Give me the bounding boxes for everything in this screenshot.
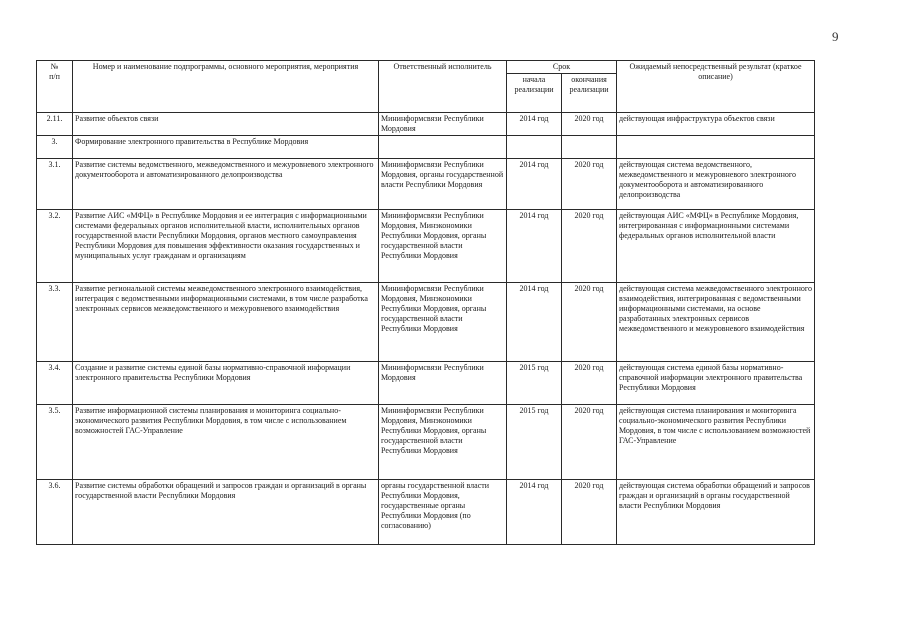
table-row — [37, 113, 815, 136]
row-start: 2015 год — [507, 362, 562, 405]
row-start: 2014 год — [507, 113, 562, 136]
row-name: Развитие системы ведомственного, межведомственного и межуровневого электронного документооборота и автоматизированного делопроизводства — [73, 159, 379, 210]
header-end: окончания реализации — [562, 74, 617, 113]
row-num: 2.11. — [37, 113, 73, 136]
row-num: 3.3. — [37, 283, 73, 362]
row-end: 2020 год — [562, 113, 617, 136]
row-result: действующая АИС «МФЦ» в Республике Мордовия, интегрированная с информационными системами федеральных органов исполнительной власти — [617, 210, 815, 283]
row-responsible — [379, 136, 507, 159]
header-term: Срок — [507, 61, 617, 74]
row-result: действующая система единой базы нормативно-справочной информации электронного правительства Республики Мордовия — [617, 362, 815, 405]
row-responsible: органы государственной власти Республики Мордовия, государственные органы Республики Мордовия (по согласованию) — [379, 480, 507, 545]
header-responsible: Ответственный исполнитель — [379, 61, 507, 113]
row-start: 2015 год — [507, 405, 562, 480]
row-num: 3.1. — [37, 159, 73, 210]
row-end: 2020 год — [562, 480, 617, 545]
row-end — [562, 136, 617, 159]
row-end: 2020 год — [562, 159, 617, 210]
row-end: 2020 год — [562, 362, 617, 405]
row-start: 2014 год — [507, 480, 562, 545]
row-num: 3. — [37, 136, 73, 159]
header-num: № п/п — [37, 61, 73, 113]
row-result — [617, 136, 815, 159]
row-result: действующая система планирования и мониторинга социально-экономического развития Республики Мордовия, в том числе с использованием возможностей ГАС-Управление — [617, 405, 815, 480]
row-name: Развитие региональной системы межведомственного электронного взаимодействия, интеграция с ведомственными информационными системами, в том числе разработка электронных сервисов межведомственного и межуровневого взаимодействия — [73, 283, 379, 362]
row-start — [507, 136, 562, 159]
row-responsible: Мининформсвязи Республики Мордовия — [379, 113, 507, 136]
row-num: 3.4. — [37, 362, 73, 405]
row-responsible: Мининформсвязи Республики Мордовия, органы государственной власти Республики Мордовия — [379, 159, 507, 210]
row-num: 3.5. — [37, 405, 73, 480]
row-responsible: Мининформсвязи Республики Мордовия, Минэкономики Республики Мордовия, органы государственной власти Республики Мордовия — [379, 210, 507, 283]
row-name: Развитие информационной системы планирования и мониторинга социально-экономического развития Республики Мордовия, в том числе с использованием возможностей ГАС-Управление — [73, 405, 379, 480]
row-result: действующая система обработки обращений и запросов граждан и организаций в органы государственной власти Республики Мордовия — [617, 480, 815, 545]
row-num: 3.6. — [37, 480, 73, 545]
table-row — [37, 210, 815, 283]
row-name: Развитие системы обработки обращений и запросов граждан и организаций в органы государственной власти Республики Мордовия — [73, 480, 379, 545]
row-responsible: Мининформсвязи Республики Мордовия — [379, 362, 507, 405]
row-name: Развитие АИС «МФЦ» в Республике Мордовия и ее интеграция с информационными системами федеральных органов исполнительной власти, исполнительных органов государственной власти Республики Мордовия, органов местного самоуправления Республики Мордовия для повышения эффективности оказания государственных и муниципальных услуг гражданам и организациям — [73, 210, 379, 283]
activities-table — [36, 60, 815, 545]
header-name: Номер и наименование подпрограммы, основного мероприятия, мероприятия — [73, 61, 379, 113]
table-row — [37, 480, 815, 545]
table-row — [37, 362, 815, 405]
row-responsible: Мининформсвязи Республики Мордовия, Минэкономики Республики Мордовия, органы государственной власти Республики Мордовия — [379, 283, 507, 362]
table-header-row — [37, 61, 815, 74]
table-row — [37, 405, 815, 480]
header-start: начала реализации — [507, 74, 562, 113]
row-name: Формирование электронного правительства в Республике Мордовия — [73, 136, 379, 159]
row-start: 2014 год — [507, 159, 562, 210]
table-row — [37, 136, 815, 159]
row-result: действующая инфраструктура объектов связи — [617, 113, 815, 136]
header-result: Ожидаемый непосредственный результат (краткое описание) — [617, 61, 815, 113]
row-name: Развитие объектов связи — [73, 113, 379, 136]
row-result: действующая система ведомственного, межведомственного и межуровневого электронного документооборота и автоматизированного делопроизводства — [617, 159, 815, 210]
row-responsible: Мининформсвязи Республики Мордовия, Минэкономики Республики Мордовия, органы государственной власти Республики Мордовия — [379, 405, 507, 480]
row-num: 3.2. — [37, 210, 73, 283]
row-start: 2014 год — [507, 283, 562, 362]
table-row — [37, 283, 815, 362]
table-row — [37, 159, 815, 210]
row-end: 2020 год — [562, 210, 617, 283]
row-end: 2020 год — [562, 405, 617, 480]
row-start: 2014 год — [507, 210, 562, 283]
page-number: 9 — [832, 29, 839, 44]
row-result: действующая система межведомственного электронного взаимодействия, интегрированная с ведомственными информационными системами, на основе разработанных электронных сервисов межведомственного и межуровневого взаимодействия — [617, 283, 815, 362]
row-name: Создание и развитие системы единой базы нормативно-справочной информации электронного правительства Республики Мордовия — [73, 362, 379, 405]
row-end: 2020 год — [562, 283, 617, 362]
